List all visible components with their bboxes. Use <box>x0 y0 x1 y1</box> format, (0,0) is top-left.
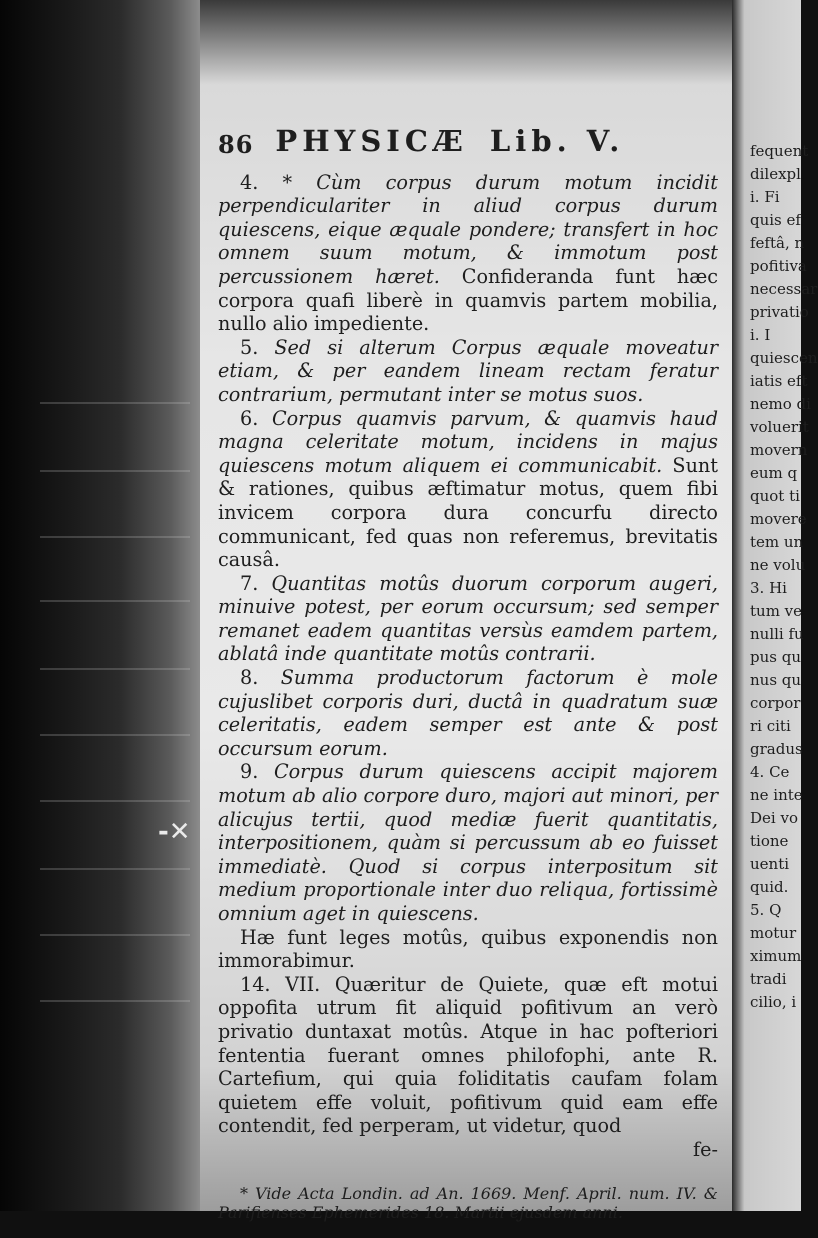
text-fragment: ri citi <box>750 717 791 735</box>
text-fragment: nus qu <box>750 671 802 689</box>
text-fragment: privatio <box>750 303 809 321</box>
text-fragment: 3. Hi <box>750 579 787 597</box>
text-fragment: ne volu <box>750 556 806 574</box>
running-head <box>218 124 718 159</box>
page-number: 86 <box>218 130 254 159</box>
text-fragment: gradus <box>750 740 803 758</box>
text-fragment: ne inte <box>750 786 803 804</box>
text-fragment: eum q <box>750 464 798 482</box>
text-fragment: quis ef <box>750 211 801 229</box>
paragraph: 9. Corpus durum quiescens accipit majorem motum ab alio corpore duro, majori aut minori, per alicujus tertii, quod mediæ fuerit quantitatis, interpositionem, quàm si percussum ab eo fuisset immediatè. Quod si corpus interpositum sit medium proportionale inter duo reliqua, fortissimè omnium aget in quiescens. <box>218 760 719 925</box>
text-fragment: 5. Q <box>750 901 782 919</box>
page-text <box>218 124 719 1238</box>
paragraph: 7. Quantitas motûs duorum corporum augeri, minuive potest, per eorum occursum; sed semper remanet eadem quantitas versùs eamdem partem, ablatâ inde quantitate motûs contrarii. <box>218 571 719 666</box>
text-fragment: nemo di <box>750 395 811 413</box>
text-fragment: iatis eft <box>750 372 808 390</box>
text-fragment: pofitiva <box>750 257 807 275</box>
text-fragment: Dei vo <box>750 809 798 827</box>
book-spine <box>0 0 200 1211</box>
text-fragment: tem un <box>750 533 804 551</box>
text-fragment: pus qu <box>750 648 801 666</box>
text-fragment: feftâ, n <box>750 234 805 252</box>
paragraph: Hæ funt leges motûs, quibus exponendis non immorabimur. <box>218 925 718 973</box>
paragraph: 8. Summa productorum factorum è mole cujuslibet corporis duri, ductâ in quadratum suæ celeritatis, eadem semper est ante & post occursum eorum. <box>218 666 718 760</box>
facing-page-edge <box>732 0 818 1211</box>
book-page <box>200 0 732 1222</box>
text-fragment: dilexpl <box>750 165 801 183</box>
paragraph: 5. Sed si alterum Corpus æquale moveatur etiam, & per eandem lineam rectam feratur contrarium, permutant inter se motus suos. <box>218 335 719 406</box>
paragraph: 4. * Cùm corpus durum motum incidit perpendiculariter in aliud corpus durum quiescens, eique æquale pondere; transfert in hoc omnem suum motum, & immotum post percussionem hæret. Confideranda funt hæc corpora quafi liberè in quamvis partem mobilia, nullo alio impediente. <box>218 170 718 336</box>
text-fragment: movern <box>750 441 808 459</box>
text-fragment: voluerit <box>750 418 809 436</box>
text-fragment: fequent <box>750 142 809 160</box>
text-fragment: cilio, i <box>750 993 797 1011</box>
text-fragment: quid. <box>750 878 789 896</box>
text-fragment: corpor <box>750 694 801 712</box>
text-fragment: necessar <box>750 280 818 298</box>
text-fragment: quot ti <box>750 487 800 505</box>
paragraph: 6. Corpus quamvis parvum, & quamvis haud magna celeritate motum, incidens in majus quiescens motum aliquem ei communicabit. Sunt & rationes, quibus æftimatur motus, quem fibi invicem corpora dura concurfu directo communicant, fed quas non referemus, brevitatis causâ. <box>218 406 719 572</box>
text-fragment: 4. Ce <box>750 763 790 781</box>
running-title: PHYSICÆ <box>275 124 468 158</box>
text-fragment: ximum <box>750 947 802 965</box>
text-fragment: uenti <box>750 855 790 873</box>
paragraph: 14. VII. Quæritur de Quiete, quæ eft motui oppofita utrum fit aliquid pofitivum an verò privatio duntaxat motûs. Atque in hac pofteriori fententia fuerant omnes philofophi, ante R. Cartefium, qui quia foliditatis caufam folam quietem effe voluit, pofitivum quid eam effe contendit, fed perperam, ut videtur, quod <box>218 972 718 1138</box>
text-fragment: nulli fu <box>750 625 804 643</box>
text-fragment: movere <box>750 510 807 528</box>
footnote: * Vide Acta Londin. ad An. 1669. Menf. April. num. IV. & Parifienses Ephemerides 18. Martii ejusdem anni. <box>218 1183 718 1222</box>
catchword: fe- <box>693 1137 718 1161</box>
text-fragment: i. Fi <box>750 188 780 206</box>
text-fragment: tradi <box>750 970 787 988</box>
book-number: Lib. V. <box>489 124 625 158</box>
text-fragment: motur <box>750 924 797 942</box>
text-fragment: quiescen <box>750 349 818 367</box>
marginal-mark: -✕ <box>158 817 191 847</box>
text-fragment: i. I <box>750 326 771 344</box>
text-fragment: tione <box>750 832 789 850</box>
text-fragment: tum ve <box>750 602 803 620</box>
